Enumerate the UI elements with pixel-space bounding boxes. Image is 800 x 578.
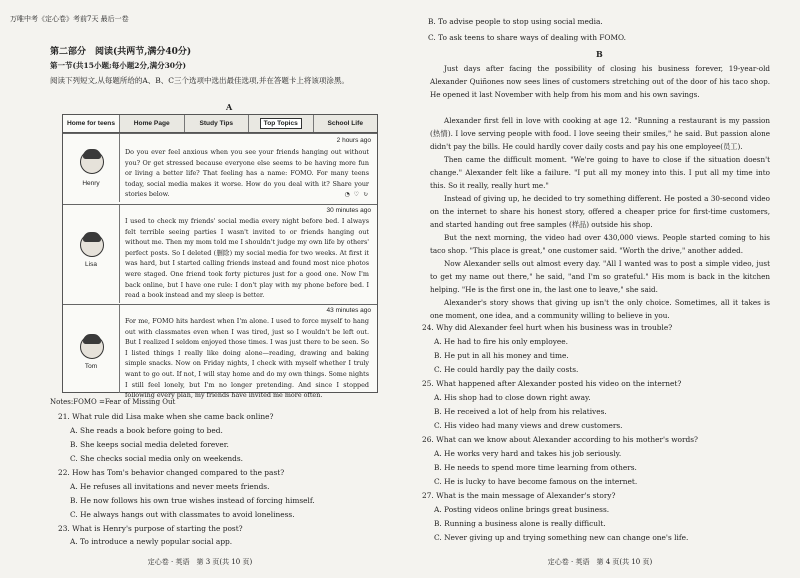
passage-paragraph: Now Alexander sells out almost every day. "All I wanted was to post a simple video, just to get my name out there," he said, "and I'm so grateful." His mom is back in the kitchen helping. "He is the first one in, the last one to leave," she said. xyxy=(430,259,770,295)
option[interactable]: A. He had to fire his only employee. xyxy=(434,337,568,346)
option[interactable]: C. He always hangs out with classmates to avoid loneliness. xyxy=(70,510,295,519)
passage-paragraph: Then came the difficult moment. "We're going to have to close if the situation doesn't change." Alexander felt like a failure. "I put all my money into this. I put all my time into this. So it really, really hurt me." xyxy=(430,155,770,191)
right-page xyxy=(400,0,800,578)
notes: Notes:FOMO =Fear of Missing Out xyxy=(50,398,176,406)
option[interactable]: C. Never giving up and trying something new can change one's life. xyxy=(434,533,689,542)
forum-post xyxy=(63,133,377,202)
passage-b-label: B xyxy=(596,49,603,59)
passage-paragraph: But the next morning, the video had over 430,000 views. People started coming to his taco shop. "This place is great," one customer said. "Worth the drive," another added. xyxy=(430,233,770,256)
post-actions-icon[interactable]: ◔ ♡ ↻ xyxy=(344,191,369,198)
post-username: Lisa xyxy=(85,261,97,268)
instructions: 阅读下列短文,从每题所给的A、B、C三个选项中选出最佳选项,并在答题卡上将该项涂黑。 xyxy=(50,76,349,85)
option[interactable]: C. He is lucky to have become famous on the internet. xyxy=(434,477,638,486)
page-footer: 定心卷 · 英语 第 4 页(共 10 页) xyxy=(547,558,653,566)
passage-paragraph: Alexander first fell in love with cooking at age 12. "Running a restaurant is my passion (热情). I love serving people with food. I love seeing their smiles," he said. But passion alone didn't pay the bills. He could hardly cover daily costs and pay his one employee(员工). xyxy=(430,116,770,152)
option[interactable]: A. He works very hard and takes his job seriously. xyxy=(434,449,622,458)
option[interactable]: A. He refuses all invitations and never meets friends. xyxy=(70,482,270,491)
passage-paragraph: Alexander's story shows that giving up isn't the only choice. Sometimes, all it takes is one moment, one idea, and a community willing to believe in you. xyxy=(430,298,770,321)
option[interactable]: A. His shop had to close down right away. xyxy=(434,393,591,402)
post-time: 2 hours ago xyxy=(336,137,371,144)
forum-post xyxy=(63,204,377,303)
post-time: 43 minutes ago xyxy=(326,307,371,314)
option[interactable]: B. He received a lot of help from his relatives. xyxy=(434,407,607,416)
post-time: 30 minutes ago xyxy=(326,207,371,214)
passage-paragraph: Just days after facing the possibility of closing his business forever, 19-year-old Alexander Quiñones now sees lines of customers stretching out of the door of his taco shop. He opened it last November with help from his mom and his own savings. xyxy=(430,64,770,100)
tab-school-life[interactable]: School Life xyxy=(313,115,378,132)
avatar xyxy=(80,150,104,174)
question-stem: 23. What is Henry's purpose of starting the post? xyxy=(58,524,243,533)
forum-tabs xyxy=(63,115,377,133)
question-stem: 22. How has Tom's behavior changed compared to the past? xyxy=(58,468,285,477)
question-stem: 25. What happened after Alexander posted his video on the internet? xyxy=(422,379,682,388)
post-text: For me, FOMO hits hardest when I'm alone. I used to force myself to hang out with classmates even when I was tired, just so I wouldn't be left out. But I realized I seldom enjoyed those times. I was just there to be seen. So I listed things I really like doing alone—reading, drawing and baking simple snacks. Now on Friday nights, I check with myself whether I truly want to go out. If not, I will stay home and do my own things. Some nights I still feel lonely, but I'm no longer pretending. And since I stopped following every plan, my friends have invited me more often. xyxy=(125,317,369,400)
avatar xyxy=(80,233,104,257)
post-username: Tom xyxy=(84,363,98,370)
post-username: Henry xyxy=(82,180,100,187)
option[interactable]: B. Running a business alone is really difficult. xyxy=(434,519,606,528)
option[interactable]: B. She keeps social media deleted forever. xyxy=(70,440,229,449)
option[interactable]: C. His video had many views and drew customers. xyxy=(434,421,623,430)
option[interactable]: C. He could hardly pay the daily costs. xyxy=(434,365,579,374)
post-text: Do you ever feel anxious when you see your friends hanging out without you? Or get stressed because everyone else seems to be having more fun or living a better life? That feeling has a name: FOMO. For many teens today, social media makes it worse. How do you deal with it? Share your stories below. xyxy=(125,148,369,199)
option[interactable]: B. He now follows his own true wishes instead of forcing himself. xyxy=(70,496,315,505)
forum-board xyxy=(62,114,378,400)
subsection-title: 第一节(共15小题;每小题2分,满分30分) xyxy=(50,61,187,70)
passage-a-label: A xyxy=(226,102,233,112)
question-stem: 27. What is the main message of Alexander's story? xyxy=(422,491,616,500)
question-stem: 21. What rule did Lisa make when she came back online? xyxy=(58,412,274,421)
passage-paragraph: Instead of giving up, he decided to try something different. He posted a 30-second video on the internet to share his honest story, offered a cheaper price for first-time customers, and started handing out free samples (样品) outside his shop. xyxy=(430,194,770,230)
avatar xyxy=(80,335,104,359)
section-title: 第二部分 阅读(共两节,满分40分) xyxy=(50,47,192,57)
question-stem: 24. Why did Alexander feel hurt when his business was in trouble? xyxy=(422,323,673,332)
forum-post xyxy=(63,304,377,400)
tab-home-for-teens[interactable]: Home for teens xyxy=(63,115,119,132)
option[interactable]: A. To introduce a newly popular social app. xyxy=(70,537,233,546)
page-footer: 定心卷 · 英语 第 3 页(共 10 页) xyxy=(147,558,253,566)
option[interactable]: A. Posting videos online brings great business. xyxy=(434,505,610,514)
tab-home-page[interactable]: Home Page xyxy=(119,115,184,132)
tab-study-tips[interactable]: Study Tips xyxy=(184,115,249,132)
option[interactable]: A. She reads a book before going to bed. xyxy=(70,426,223,435)
option[interactable]: B. To advise people to stop using social media. xyxy=(428,17,603,26)
option[interactable]: C. To ask teens to share ways of dealing with FOMO. xyxy=(428,33,627,42)
option[interactable]: B. He put in all his money and time. xyxy=(434,351,569,360)
option[interactable]: B. He needs to spend more time learning from others. xyxy=(434,463,637,472)
tab-top-topics[interactable]: Top Topics xyxy=(248,115,313,132)
option[interactable]: C. She checks social media only on weekends. xyxy=(70,454,243,463)
page-header: 万唯中考《定心卷》考前7天 最后一卷 xyxy=(10,15,129,23)
post-text: I used to check my friends' social media every night before bed. I always felt terrible seeing parties I wasn't invited to or friends hanging out without me. Then my mom told me I shouldn't judge my own life by others' perfect posts. So I deleted (删除) my social media for two weeks. At first it was hard, but I started calling friends instead and found most nice photos were staged. One friend took forty pictures just for a good one. Now I'm back online, but I have one rule: I don't play with my phone before bed. I read a book instead and my sleep is better. xyxy=(125,217,369,300)
question-stem: 26. What can we know about Alexander according to his mother's words? xyxy=(422,435,699,444)
